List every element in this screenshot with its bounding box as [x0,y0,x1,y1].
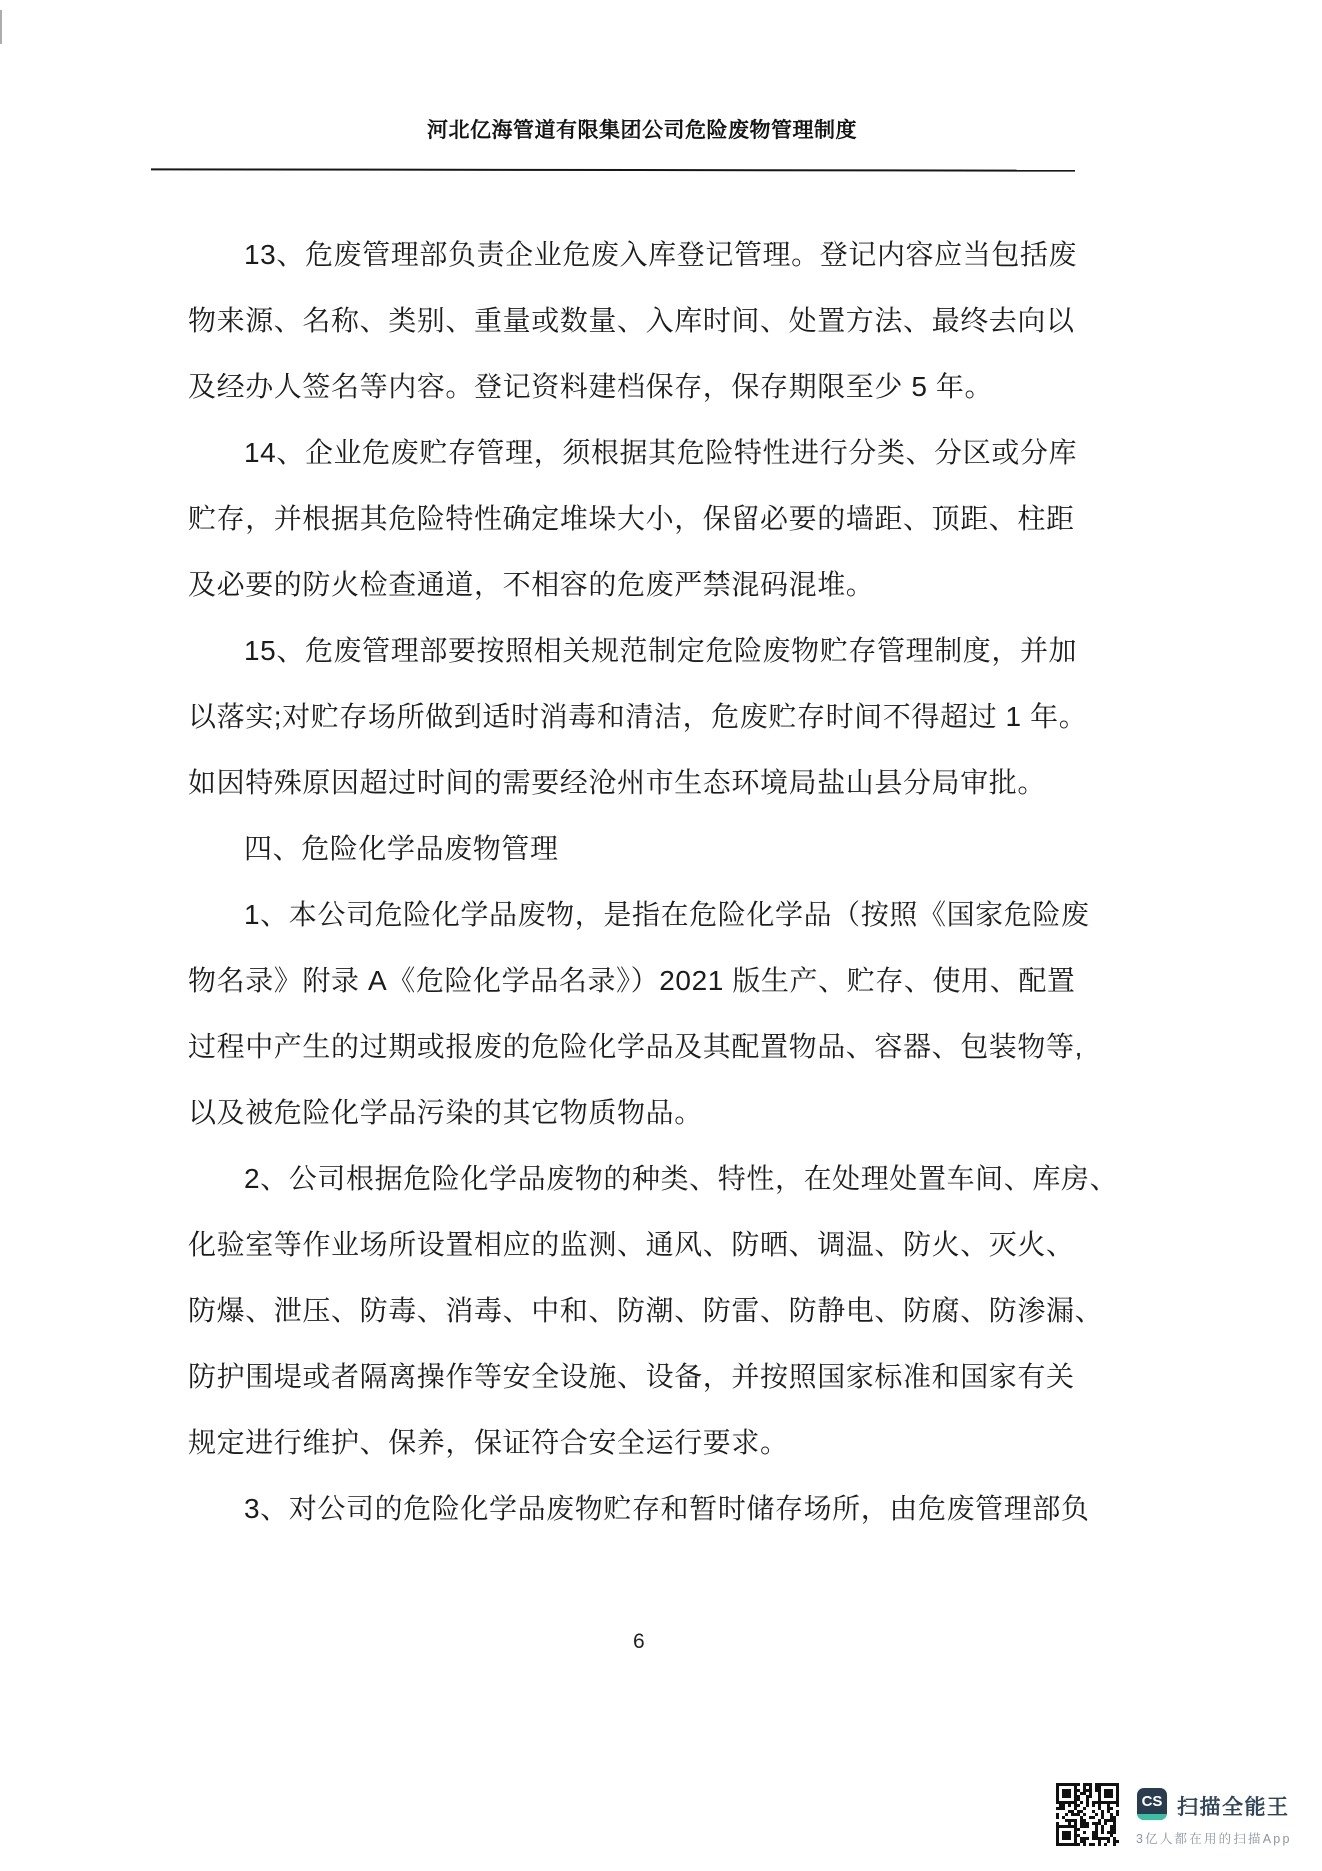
camscanner-logo-icon [1137,1788,1167,1820]
text-line: 规定进行维护、保养，保证符合安全运行要求。 [188,1427,789,1458]
text-line: 物来源、名称、类别、重量或数量、入库时间、处置方法、最终去向以 [188,305,1075,336]
text-line: 以落实;对贮存场所做到适时消毒和清洁，危废贮存时间不得超过 1 年。 [188,701,1088,732]
text-line: 以及被危险化学品污染的其它物质物品。 [188,1097,703,1128]
brand-tagline: 3亿人都在用的扫描App [1136,1832,1292,1846]
text-line: 物名录》附录 A《危险化学品名录》）2021 版生产、贮存、使用、配置 [188,965,1076,996]
scan-edge-artifact [0,10,2,44]
text-line: 1、本公司危险化学品废物，是指在危险化学品（按照《国家危险废 [244,899,1090,930]
camscanner-logo-accent-bar [1137,1814,1167,1820]
text-line: 及必要的防火检查通道，不相容的危废严禁混码混堆。 [188,569,875,600]
text-line: 14、企业危废贮存管理，须根据其危险特性进行分类、分区或分库 [244,437,1078,468]
brand-name: 扫描全能王 [1177,1796,1290,1819]
text-line: 及经办人签名等内容。登记资料建档保存，保存期限至少 5 年。 [188,371,994,402]
text-line: 2、公司根据危险化学品废物的种类、特性，在处理处置车间、库房、 [244,1163,1119,1194]
header-rule [151,168,1075,171]
page-number: 6 [633,1630,645,1653]
text-line: 贮存，并根据其危险特性确定堆垛大小，保留必要的墙距、顶距、柱距 [188,503,1075,534]
document-body [188,222,1119,1542]
text-line: 13、危废管理部负责企业危废入库登记管理。登记内容应当包括废 [244,239,1078,270]
text-line: 防护围堤或者隔离操作等安全设施、设备，并按照国家标准和国家有关 [188,1361,1075,1392]
camscanner-logo-text: CS [1141,1792,1163,1810]
text-line: 过程中产生的过期或报废的危险化学品及其配置物品、容器、包装物等, [188,1031,1083,1062]
text-line: 化验室等作业场所设置相应的监测、通风、防晒、调温、防火、灭火、 [188,1229,1075,1260]
text-line: 防爆、泄压、防毒、消毒、中和、防潮、防雷、防静电、防腐、防渗漏、 [188,1295,1104,1326]
section-heading: 四、危险化学品废物管理 [244,833,559,864]
text-line: 15、危废管理部要按照相关规范制定危险废物贮存管理制度，并加 [244,635,1078,666]
text-line: 3、对公司的危险化学品废物贮存和暂时储存场所，由危废管理部负 [244,1493,1090,1524]
qr-code-icon [1056,1783,1119,1846]
text-line: 如因特殊原因超过时间的需要经沧州市生态环境局盐山县分局审批。 [188,767,1047,798]
header-title: 河北亿海管道有限集团公司危险废物管理制度 [427,119,857,142]
